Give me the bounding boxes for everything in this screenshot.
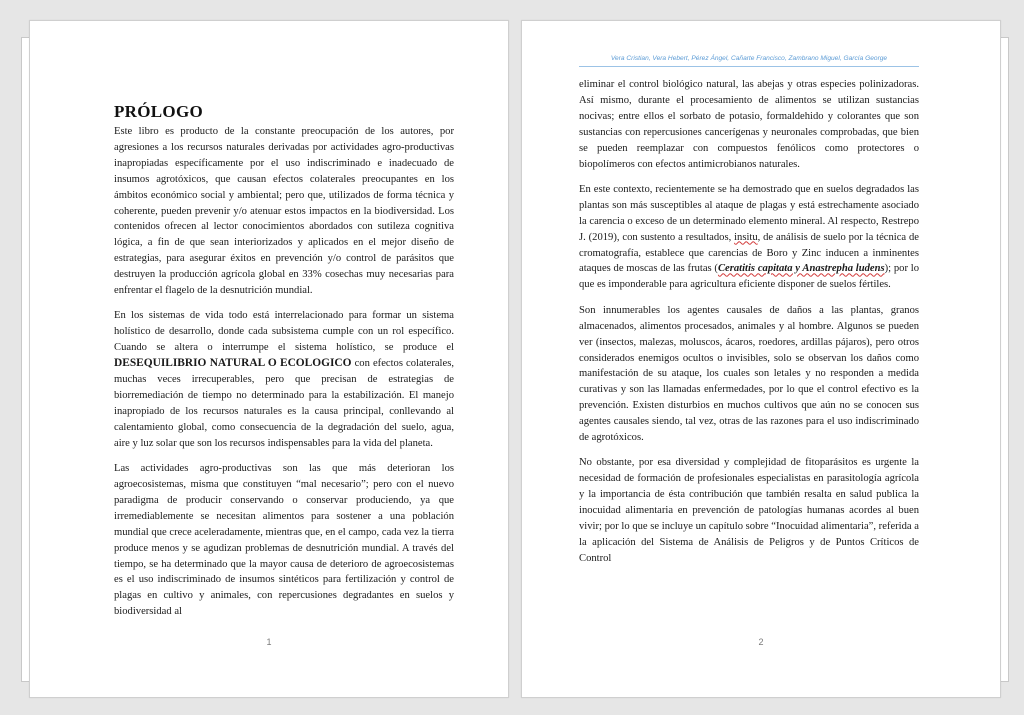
paragraph-text: En este contexto, recientemente se ha demostrado que en suelos degradados las plantas son más susceptibles al ataque de plagas y está estrechamente asociado la carencia o exceso de un determinado elemento mineral. Al respecto, Restrepo J. (2019), con sustento a resultados, (579, 183, 919, 243)
paragraph (579, 182, 919, 293)
paragraph (114, 308, 454, 451)
chapter-title: PRÓLOGO (114, 102, 203, 121)
paragraph-text: En los sistemas de vida todo está interrelacionado para formar un sistema holístico de desarrollo, donde cada subsistema cumple con un rol específico. Cuando se altera o interrumpe el sistema holístico, se produce el (114, 310, 454, 354)
running-header: Vera Cristian, Vera Hebert, Pérez Ángel, Cañarte Francisco, Zambrano Miguel, García George (579, 55, 919, 67)
page-2-body (579, 77, 919, 576)
paragraph-text: , de análisis de suelo por la técnica de cromatografía, establece que carencias de Boro y Zinc inducen a inminentes ataques de moscas de las frutas ( (579, 231, 919, 275)
page-1-body (114, 102, 454, 630)
document-page-2[interactable] (521, 20, 1001, 698)
page-number: 1 (266, 637, 272, 647)
bold-emphasis: DESEQUILIBRIO NATURAL O ECOLOGICO (114, 357, 352, 370)
paragraph: Este libro es producto de la constante preocupación de los autores, por agresiones a los recursos naturales derivadas por actividades agro-productivas inapropiadas específicamente por el uso indiscriminado e inadecuado de insumos agrotóxicos, que causan efectos colaterales preocupantes en los ámbitos económico social y ambiental; pero que, utilizados de forma técnica y coherente, pueden prevenir y/o atenuar estos impactos en la biodiversidad. Los contenidos ofrecen al lector conocimientos abordados con sutileza cognitiva lógica, a fin de que sean interiorizados y aplicados en el mejor diseño de estrategias, para asegurar éxitos en prevención y/o control de parásitos que destruyen la producción agrícola global en 33% cosechas muy necesarias para enfrentar el flagelo de la desnutrición mundial. (114, 126, 454, 297)
spelling-flagged-word[interactable]: insitu (734, 231, 758, 243)
species-names[interactable]: Ceratitis capitata y Anastrepha ludens (717, 263, 885, 275)
paragraph: Las actividades agro-productivas son las que más deterioran los agroecosistemas, misma que constituyen “mal necesario”; pero con el nuevo paradigma de producir conservando o conservar produciendo, ya que irremediablemente se necesitan alimentos para sostener a una población mundial que crece aceleradamente, mientras que, en el campo, cada vez la tierra produce menos y se agudizan problemas de desnutrición mundial. A través del tiempo, se ha determinado que la mayor causa de deterioro de agroecosistemas es el uso indiscriminado de insumos sintéticos para fertilización y control de plagas en cultivo y animales, con repercusiones degradantes en suelos y biodiversidad al (114, 463, 454, 618)
paragraph: No obstante, por esa diversidad y complejidad de fitoparásitos es urgente la necesidad de formación de profesionales especialistas en parasitología agrícola y la importancia de ésta contribución que también resalta en salud publica la inocuidad alimentaria en prevención de patologías humanas acordes al buen vivir; por lo que se incluye un capítulo sobre “Inocuidad alimentaria”, referida a la aplicación del Sistema de Análisis de Peligros y de Puntos Críticos de Control (579, 457, 919, 564)
document-page-1[interactable] (29, 20, 509, 698)
paragraph: Son innumerables los agentes causales de daños a las plantas, granos almacenados, alimentos procesados, animales y al hombre. Algunos se pueden ver (insectos, malezas, moluscos, ácaros, roedores, ardillas pájaros), pero otros considerados enemigos ocultos o invisibles, solo se observan los daños como manifestación de su ataque, los cuales son letales y no responden a medida curativas y son las llamadas enfermedades, por lo que el control efectivo es la prevención. Existen disturbios en muchos cultivos que aún no se conocen sus agentes causales siendo, tal vez, otras de las razones para el uso indiscriminado de agrotóxicos. (579, 304, 919, 444)
paragraph: eliminar el control biológico natural, las abejas y otras especies polinizadoras. Así mismo, durante el procesamiento de alimentos se utilizan sustancias nocivas; entre ellos el sorbato de potasio, formaldehido y colorantes que son sustancias con repercusiones cancerígenas y neuronales comprobadas, que bien se pueden reemplazar con compuestos fenólicos como protectores o biopolímeros con efectos antimicrobianos naturales. (579, 79, 919, 170)
paragraph-text: ); por lo que es imponderable para agricultura eficiente disponer de suelos fértiles. (579, 263, 919, 291)
paragraph-text: con efectos colaterales, muchas veces irrecuperables, pero que precisan de estrategias de biorremediación de tiempo no determinado para la estabilización. El manejo inapropiado de los recursos naturales es la causa principal, conllevando al calentamiento global, como consecuencia de la degradación del suelo, agua, aire y luz solar que son los recursos indispensables para la vida del planeta. (114, 358, 454, 449)
page-number: 2 (758, 637, 764, 647)
